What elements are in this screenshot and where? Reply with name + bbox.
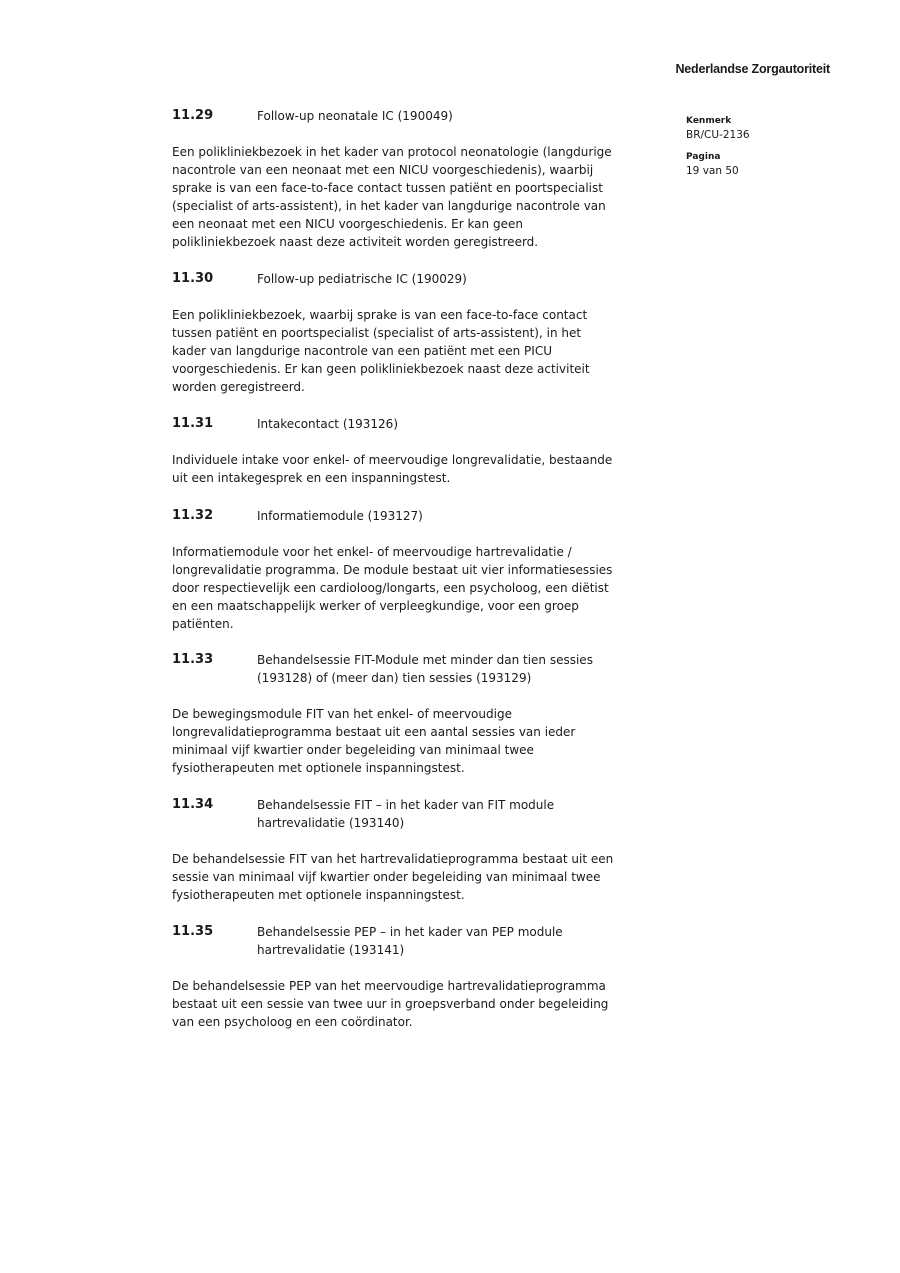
section-body xyxy=(172,451,692,487)
section-title xyxy=(257,796,554,832)
body-line: Een polikliniekbezoek in het kader van protocol neonatologie (langdurige xyxy=(172,145,612,159)
body-line: uit een intakegesprek en een inspanningstest. xyxy=(172,471,451,485)
section-number: 11.30 xyxy=(172,271,214,286)
section-number: 11.34 xyxy=(172,797,214,812)
body-line: (specialist of arts-assistent), in het kader van langdurige nacontrole van xyxy=(172,199,606,213)
body-line: longrevalidatieprogramma bestaat uit een aantal sessies van ieder xyxy=(172,725,576,739)
section-title xyxy=(257,270,467,288)
body-line: kader van langdurige nacontrole van een patiënt met een PICU xyxy=(172,344,552,358)
title-line: Informatiemodule (193127) xyxy=(257,509,423,523)
body-line: fysiotherapeuten met optionele inspanningstest. xyxy=(172,761,465,775)
body-line: bestaat uit een sessie van twee uur in groepsverband onder begeleiding xyxy=(172,997,609,1011)
kenmerk-label: Kenmerk xyxy=(686,116,732,126)
section-heading xyxy=(172,507,692,525)
pagina-block xyxy=(686,150,739,178)
section-number: 11.32 xyxy=(172,508,214,523)
body-line: worden geregistreerd. xyxy=(172,380,305,394)
title-line: Follow-up pediatrische IC (190029) xyxy=(257,272,467,286)
section-11-30 xyxy=(172,270,692,396)
section-body xyxy=(172,977,692,1031)
body-line: patiënten. xyxy=(172,617,234,631)
title-line: Behandelsessie FIT – in het kader van FIT module xyxy=(257,798,555,812)
section-number: 11.35 xyxy=(172,924,214,939)
section-title xyxy=(257,507,423,525)
title-line: hartrevalidatie (193140) xyxy=(257,816,405,830)
section-number: 11.31 xyxy=(172,416,214,431)
body-line: De behandelsessie PEP van het meervoudige hartrevalidatieprogramma xyxy=(172,979,606,993)
section-body xyxy=(172,143,692,251)
body-line: nacontrole van een neonaat met een NICU voorgeschiedenis), waarbij xyxy=(172,163,594,177)
title-line: Follow-up neonatale IC (190049) xyxy=(257,109,453,123)
section-body xyxy=(172,850,692,904)
section-11-34 xyxy=(172,796,692,904)
section-11-29 xyxy=(172,107,692,251)
section-heading xyxy=(172,270,692,288)
section-11-33 xyxy=(172,651,692,777)
section-number: 11.33 xyxy=(172,652,214,667)
section-title xyxy=(257,415,398,433)
kenmerk-value: BR/CU-2136 xyxy=(686,129,750,141)
body-line: longrevalidatie programma. De module bestaat uit vier informatiesessies xyxy=(172,563,613,577)
section-heading xyxy=(172,107,692,125)
body-line: voorgeschiedenis. Er kan geen polikliniekbezoek naast deze activiteit xyxy=(172,362,590,376)
section-title xyxy=(257,107,453,125)
body-line: Een polikliniekbezoek, waarbij sprake is van een face-to-face contact xyxy=(172,308,588,322)
title-line: Behandelsessie PEP – in het kader van PEP module xyxy=(257,925,563,939)
body-line: De behandelsessie FIT van het hartrevalidatieprogramma bestaat uit een xyxy=(172,852,614,866)
section-body xyxy=(172,705,692,777)
kenmerk-block xyxy=(686,114,750,142)
organization-name: Nederlandse Zorgautoriteit xyxy=(675,62,830,76)
body-line: en een maatschappelijk werker of verpleegkundige, voor een groep xyxy=(172,599,579,613)
body-line: minimaal vijf kwartier onder begeleiding van minimaal twee xyxy=(172,743,534,757)
section-11-31 xyxy=(172,415,692,487)
section-title xyxy=(257,923,563,959)
pagina-label: Pagina xyxy=(686,152,721,162)
body-line: sessie van minimaal vijf kwartier onder begeleiding van minimaal twee xyxy=(172,870,601,884)
body-line: tussen patiënt en poortspecialist (specialist of arts-assistent), in het xyxy=(172,326,582,340)
body-line: fysiotherapeuten met optionele inspanningstest. xyxy=(172,888,465,902)
section-heading xyxy=(172,923,692,959)
title-line: Intakecontact (193126) xyxy=(257,417,398,431)
title-line: hartrevalidatie (193141) xyxy=(257,943,405,957)
body-line: een neonaat met een NICU voorgeschiedenis. Er kan geen xyxy=(172,217,523,231)
title-line: Behandelsessie FIT-Module met minder dan tien sessies xyxy=(257,653,593,667)
section-11-35 xyxy=(172,923,692,1031)
body-line: door respectievelijk een cardioloog/longarts, een psycholoog, een diëtist xyxy=(172,581,609,595)
section-body xyxy=(172,543,692,633)
section-11-32 xyxy=(172,507,692,633)
section-number: 11.29 xyxy=(172,108,214,123)
body-line: van een psycholoog en een coördinator. xyxy=(172,1015,413,1029)
body-line: De bewegingsmodule FIT van het enkel- of meervoudige xyxy=(172,707,512,721)
section-heading xyxy=(172,796,692,832)
body-line: sprake is van een face-to-face contact tussen patiënt en poortspecialist xyxy=(172,181,603,195)
body-line: Individuele intake voor enkel- of meervoudige longrevalidatie, bestaande xyxy=(172,453,613,467)
pagina-value: 19 van 50 xyxy=(686,165,739,177)
section-heading xyxy=(172,651,692,687)
section-heading xyxy=(172,415,692,433)
body-line: polikliniekbezoek naast deze activiteit worden geregistreerd. xyxy=(172,235,539,249)
section-title xyxy=(257,651,593,687)
body-line: Informatiemodule voor het enkel- of meervoudige hartrevalidatie / xyxy=(172,545,572,559)
section-body xyxy=(172,306,692,396)
title-line: (193128) of (meer dan) tien sessies (193129) xyxy=(257,671,532,685)
